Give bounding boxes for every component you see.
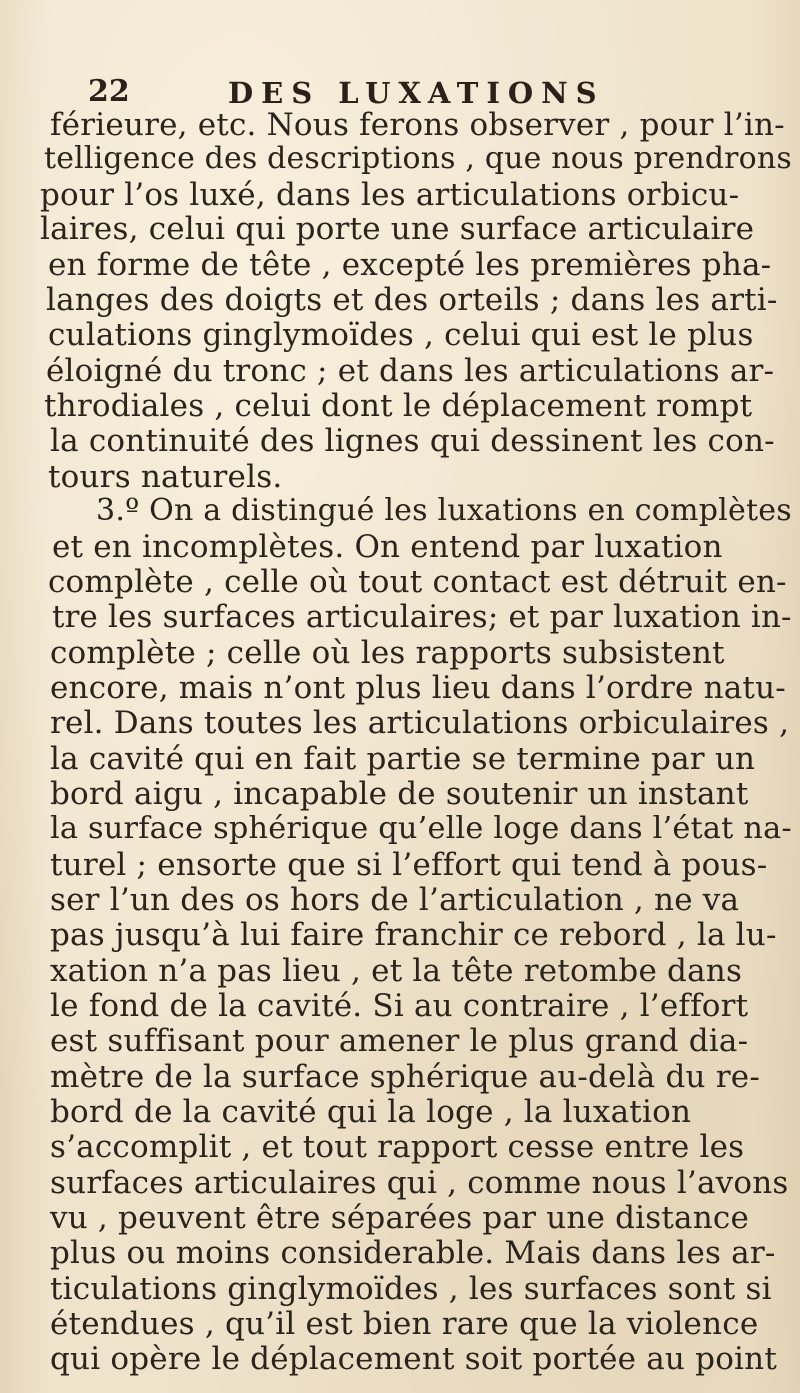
text-line: éloigné du tronc ; et dans les articulations ar- (46, 353, 775, 389)
text-line: encore, mais n’ont plus lieu dans l’ordre natu- (50, 670, 786, 706)
text-line: tours naturels. (48, 459, 283, 495)
text-line: culations ginglymoïdes , celui qui est le plus (48, 317, 754, 353)
text-line: laires, celui qui porte une surface articulaire (40, 211, 755, 247)
text-line: la continuité des lignes qui dessinent les con- (50, 423, 775, 459)
text-line: vu , peuvent être séparées par une distance (50, 1200, 750, 1236)
text-line: 3.º On a distingué les luxations en complètes (96, 493, 792, 528)
text-line: telligence des descriptions , que nous prendrons (44, 141, 792, 176)
text-line: complète ; celle où les rapports subsistent (50, 635, 725, 671)
text-line: complète , celle où tout contact est détruit en- (48, 564, 787, 600)
text-line: en forme de tête , excepté les premières pha- (48, 247, 772, 283)
text-line: la surface sphérique qu’elle loge dans l’état na- (50, 811, 792, 846)
text-line: langes des doigts et des orteils ; dans les arti- (46, 282, 778, 318)
text-line: le fond de la cavité. Si au contraire , l’effort (50, 988, 749, 1024)
text-line: ticulations ginglymoïdes , les surfaces sont si (50, 1271, 772, 1307)
text-line: surfaces articulaires qui , comme nous l’avons (50, 1165, 789, 1201)
text-line: qui opère le déplacement soit portée au point (50, 1341, 777, 1377)
text-line: tre les surfaces articulaires; et par luxation in- (52, 599, 792, 635)
text-line: ser l’un des os hors de l’articulation , ne va (50, 882, 740, 918)
text-line: s’accomplit , et tout rapport cesse entre les (50, 1129, 745, 1165)
text-line: bord aigu , incapable de soutenir un instant (50, 776, 749, 812)
text-line: férieure, etc. Nous ferons observer , pour l’in- (50, 107, 785, 143)
text-line: turel ; ensorte que si l’effort qui tend à pous- (50, 847, 768, 883)
text-line: bord de la cavité qui la loge , la luxation (50, 1094, 692, 1130)
text-line: rel. Dans toutes les articulations orbiculaires , (50, 705, 790, 741)
text-line: étendues , qu’il est bien rare que la violence (50, 1306, 759, 1342)
text-line: xation n’a pas lieu , et la tête retombe dans (50, 953, 743, 989)
text-line: pas jusqu’à lui faire franchir ce rebord , la lu- (50, 917, 777, 953)
text-line: throdiales , celui dont le déplacement rompt (44, 388, 753, 424)
text-line: mètre de la surface sphérique au-delà du re- (50, 1059, 760, 1095)
text-line: plus ou moins considerable. Mais dans les ar- (50, 1235, 776, 1271)
page-number: 22 (88, 74, 130, 109)
text-line: pour l’os luxé, dans les articulations orbicu- (40, 177, 740, 213)
text-line: est suffisant pour amener le plus grand dia- (50, 1023, 749, 1059)
running-title: DES LUXATIONS (228, 76, 605, 110)
text-line: et en incomplètes. On entend par luxation (52, 529, 723, 565)
text-line: la cavité qui en fait partie se termine par un (50, 741, 756, 777)
